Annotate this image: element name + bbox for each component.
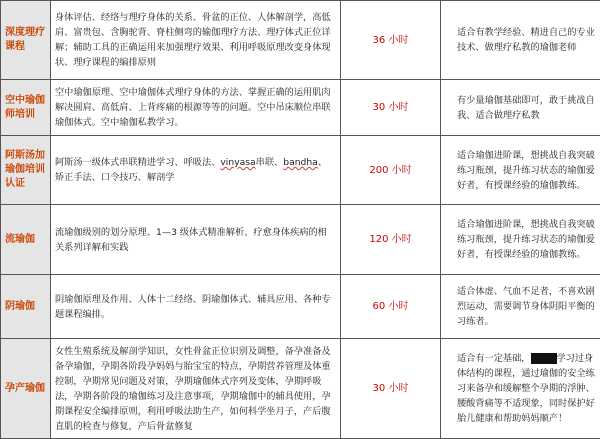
category-cell: 深度理疗课程 — [1, 1, 51, 80]
content-cell: 阴瑜伽原理及作用、人体十二经络、阴瑜伽体式、辅具应用、各种专题课程编排。 — [51, 275, 341, 339]
table-row — [1, 205, 600, 275]
content-cell — [51, 136, 341, 205]
category-cell: 阿斯汤加瑜伽培训认证 — [1, 136, 51, 205]
hours-cell: 30 小时 — [341, 80, 441, 136]
category-cell: 孕产瑜伽 — [1, 339, 51, 439]
category-cell: 阴瑜伽 — [1, 275, 51, 339]
redaction-block — [531, 353, 557, 364]
hours-cell: 30 小时 — [341, 339, 441, 439]
audience-text: 学习过身体结构的课程，通过瑜伽的安全练习来备孕和缓解整个孕期的浮肿、腰酸背痛等不适现象，同时保护好胎儿健康和帮助妈妈顺产！ — [457, 353, 595, 424]
bandha-term: bandha — [283, 157, 318, 168]
table-row — [1, 1, 600, 80]
hours-cell: 200 小时 — [341, 136, 441, 205]
content-text: 串联、 — [256, 157, 284, 168]
table-row — [1, 136, 600, 205]
audience-cell: 适合有教学经验、精进自己的专业技术、做理疗私教的瑜伽老师 — [441, 1, 600, 80]
audience-text: 适合有一定基础， — [457, 353, 531, 364]
hours-cell: 36 小时 — [341, 1, 441, 80]
audience-cell: 适合体虚、气血不足者，不喜欢剧烈运动，需要调节身体阴阳平衡的习练者。 — [441, 275, 600, 339]
audience-cell: 适合瑜伽进阶课，想挑战自我突破练习瓶颈，提升练习状态的瑜伽爱好者，有授课经验的瑜伽教练。 — [441, 136, 600, 205]
audience-cell — [441, 339, 600, 439]
content-cell: 身体评估、经络与理疗身体的关系、骨盆的正位、人体解剖学，高低肩、富贵包、含胸驼背、脊柱侧弯的输伽理疗方法、理疗体式正位详解；辅助工具的正确运用来加强理疗效果、利用呼吸原理改变身体现状、理疗课程的编排原则 — [51, 1, 341, 80]
content-text: 阿斯汤一级体式串联精进学习、呼吸法、 — [55, 157, 220, 168]
table-row — [1, 339, 600, 439]
audience-cell: 有少量瑜伽基础即可，敢于挑战自我、适合做理疗私教 — [441, 80, 600, 136]
table-row — [1, 80, 600, 136]
hours-cell: 60 小时 — [341, 275, 441, 339]
content-cell: 流瑜伽级别的划分原理、1—3 级体式精准解析、疗愈身体疾病的相关系列详解和实践 — [51, 205, 341, 275]
vinyasa-term: vinyasa — [220, 157, 255, 168]
table-row — [1, 275, 600, 339]
content-cell: 空中瑜伽原理、空中瑜伽体式理疗身体的方法、掌握正确的运用肌肉解决圆肩、高低肩、上背疼痛的根源等等的问题。空中吊床顺位串联瑜伽体式。空中瑜伽私教学习。 — [51, 80, 341, 136]
audience-cell: 适合瑜伽进阶课，想挑战自我突破练习瓶颈，提升练习状态的瑜伽爱好者，有授课经验的瑜伽教练。 — [441, 205, 600, 275]
content-cell: 女性生殖系统及解剖学知识，女性骨盆正位识别及调整，备孕准备及备孕瑜伽，孕期各阶段孕妈妈与胎宝宝的特点，孕期营养管理及体重控制，孕期常见问题及对策，孕期瑜伽体式序列及变体，孕期呼吸法，孕期各阶段的瑜伽练习及注意事项，孕期瑜伽中的辅具使用，孕期课程安全编排原则，利用呼吸法助生产，如何科学坐月子，产后腹直肌的检查与修复，产后骨盆修复 — [51, 339, 341, 439]
category-cell: 空中瑜伽师培训 — [1, 80, 51, 136]
category-cell: 流瑜伽 — [1, 205, 51, 275]
content-text: 、矫正手法、口令技巧、解剖学 — [55, 157, 327, 183]
hours-cell: 120 小时 — [341, 205, 441, 275]
